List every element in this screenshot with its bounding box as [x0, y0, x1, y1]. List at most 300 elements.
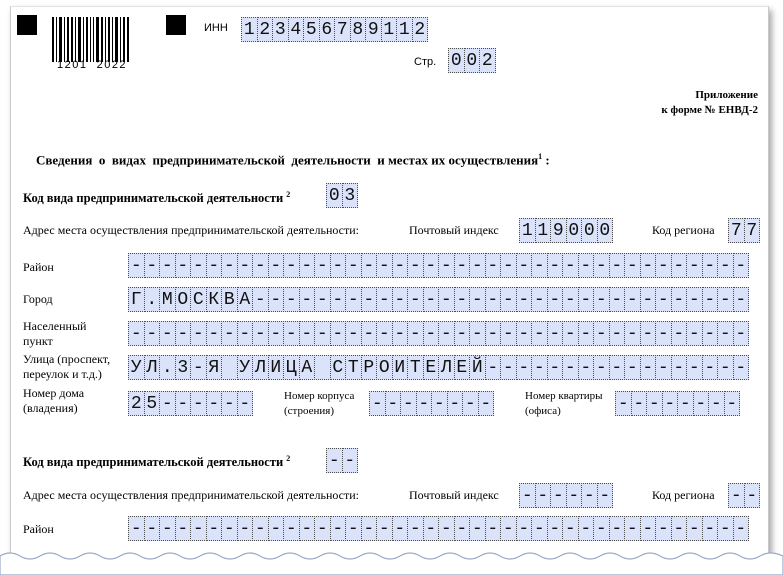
field-cell[interactable]: -	[330, 287, 347, 312]
field-cell[interactable]: А	[299, 355, 316, 380]
field-cell[interactable]: 1	[241, 17, 258, 42]
field-cell[interactable]: -	[485, 355, 502, 380]
postcode-field-1[interactable]	[519, 218, 612, 243]
field-cell[interactable]: .	[159, 355, 176, 380]
field-cell[interactable]: 6	[319, 17, 336, 42]
field-cell[interactable]: -	[562, 516, 579, 541]
field-cell[interactable]: -	[438, 287, 455, 312]
street-label-1: Улица (проспект,	[23, 352, 111, 366]
field-cell[interactable]: 7	[728, 218, 745, 243]
field-cell[interactable]: Г	[128, 287, 145, 312]
field-cell[interactable]: -	[392, 321, 409, 346]
field-cell[interactable]: -	[221, 391, 238, 416]
field-cell[interactable]: -	[438, 516, 455, 541]
field-cell[interactable]: -	[283, 287, 300, 312]
region-field-2[interactable]	[728, 483, 759, 508]
field-cell[interactable]: -	[581, 483, 598, 508]
field-cell[interactable]: -	[314, 516, 331, 541]
house-label-2: (владения)	[23, 401, 78, 415]
field-cell[interactable]: -	[159, 253, 176, 278]
field-cell[interactable]: С	[330, 355, 347, 380]
field-cell[interactable]: 0	[464, 48, 481, 73]
field-cell[interactable]: -	[190, 391, 207, 416]
field-cell[interactable]: -	[717, 516, 734, 541]
field-cell[interactable]: 3	[175, 355, 192, 380]
field-cell[interactable]: 2	[479, 48, 496, 73]
field-cell[interactable]: -	[655, 253, 672, 278]
field-cell[interactable]: Т	[345, 355, 362, 380]
building-number-field[interactable]	[369, 391, 493, 416]
field-cell[interactable]: -	[345, 287, 362, 312]
field-cell[interactable]: Е	[454, 355, 471, 380]
field-cell[interactable]: -	[392, 253, 409, 278]
field-cell[interactable]: -	[190, 321, 207, 346]
field-cell[interactable]: -	[593, 516, 610, 541]
field-cell[interactable]: -	[330, 321, 347, 346]
page-number-field[interactable]	[448, 48, 495, 73]
field-cell[interactable]: -	[640, 253, 657, 278]
field-cell[interactable]: -	[175, 391, 192, 416]
field-cell[interactable]: В	[221, 287, 238, 312]
field-cell[interactable]: -	[593, 321, 610, 346]
field-cell[interactable]: -	[144, 321, 161, 346]
field-cell[interactable]: -	[500, 253, 517, 278]
field-cell[interactable]: -	[702, 253, 719, 278]
field-cell[interactable]: 1	[396, 17, 413, 42]
field-cell[interactable]: -	[562, 287, 579, 312]
field-cell[interactable]: -	[345, 516, 362, 541]
field-cell[interactable]: -	[593, 253, 610, 278]
field-cell[interactable]: -	[454, 321, 471, 346]
field-cell[interactable]: -	[531, 321, 548, 346]
field-cell[interactable]: -	[500, 355, 517, 380]
field-cell[interactable]: -	[423, 516, 440, 541]
field-cell[interactable]: -	[550, 483, 567, 508]
field-cell[interactable]: -	[237, 391, 254, 416]
field-cell[interactable]: -	[268, 516, 285, 541]
postcode-field-2[interactable]	[519, 483, 612, 508]
field-cell[interactable]: -	[631, 391, 648, 416]
field-cell[interactable]: -	[416, 391, 433, 416]
field-cell[interactable]: -	[454, 287, 471, 312]
field-cell[interactable]: -	[717, 355, 734, 380]
field-cell[interactable]: -	[144, 516, 161, 541]
field-cell[interactable]: 9	[550, 218, 567, 243]
field-cell[interactable]: -	[376, 321, 393, 346]
field-cell[interactable]: -	[283, 321, 300, 346]
field-cell[interactable]: -	[175, 321, 192, 346]
field-cell[interactable]: 0	[581, 218, 598, 243]
field-cell[interactable]: -	[733, 287, 750, 312]
field-cell[interactable]: -	[299, 321, 316, 346]
field-cell[interactable]: -	[662, 391, 679, 416]
field-cell[interactable]: -	[593, 355, 610, 380]
barcode-graphic	[52, 17, 131, 62]
address-label-1: Адрес места осуществления предпринимательской деятельности:	[23, 223, 360, 237]
field-cell[interactable]: 1	[381, 17, 398, 42]
field-cell[interactable]: -	[624, 321, 641, 346]
address-label-2: Адрес места осуществления предпринимательской деятельности:	[23, 488, 360, 502]
district-label-2: Район	[23, 522, 54, 536]
field-cell[interactable]: -	[431, 391, 448, 416]
field-cell[interactable]: -	[237, 253, 254, 278]
field-cell[interactable]: -	[407, 516, 424, 541]
field-cell[interactable]: 1	[519, 218, 536, 243]
field-cell[interactable]: -	[640, 516, 657, 541]
field-cell[interactable]: -	[733, 321, 750, 346]
activity-code-field-1[interactable]	[326, 183, 357, 208]
field-cell[interactable]: -	[615, 391, 632, 416]
field-cell[interactable]: 3	[272, 17, 289, 42]
field-cell[interactable]: -	[624, 253, 641, 278]
field-cell[interactable]: О	[376, 355, 393, 380]
field-cell[interactable]: Т	[407, 355, 424, 380]
field-cell[interactable]: Й	[469, 355, 486, 380]
field-cell[interactable]: -	[330, 516, 347, 541]
field-cell[interactable]: -	[392, 287, 409, 312]
field-cell[interactable]: -	[485, 287, 502, 312]
field-cell[interactable]: Л	[144, 355, 161, 380]
field-cell[interactable]: -	[361, 516, 378, 541]
field-cell[interactable]: 0	[566, 218, 583, 243]
field-cell[interactable]: -	[159, 321, 176, 346]
field-cell[interactable]: -	[454, 516, 471, 541]
field-cell[interactable]: -	[702, 321, 719, 346]
field-cell[interactable]: -	[407, 321, 424, 346]
field-cell[interactable]: -	[516, 253, 533, 278]
field-cell[interactable]: 2	[257, 17, 274, 42]
field-cell[interactable]: -	[516, 355, 533, 380]
field-cell[interactable]: 4	[288, 17, 305, 42]
field-cell[interactable]: -	[624, 287, 641, 312]
field-cell[interactable]: 2	[128, 391, 145, 416]
field-cell[interactable]: -	[597, 483, 614, 508]
field-cell[interactable]: -	[516, 321, 533, 346]
field-cell[interactable]: -	[283, 516, 300, 541]
field-cell[interactable]: -	[407, 253, 424, 278]
field-cell[interactable]: -	[206, 516, 223, 541]
field-cell[interactable]: -	[369, 391, 386, 416]
field-cell[interactable]: -	[624, 516, 641, 541]
city-field[interactable]	[128, 287, 748, 312]
field-cell[interactable]: -	[299, 253, 316, 278]
field-cell[interactable]: -	[671, 321, 688, 346]
field-cell[interactable]: -	[717, 287, 734, 312]
field-cell[interactable]: -	[128, 321, 145, 346]
barcode-number: 1201 2022	[57, 59, 128, 71]
field-cell[interactable]: К	[206, 287, 223, 312]
postcode-label-1: Почтовый индекс	[409, 223, 499, 237]
field-cell[interactable]: -	[671, 287, 688, 312]
field-cell[interactable]: -	[578, 516, 595, 541]
field-cell[interactable]	[221, 355, 238, 380]
field-cell[interactable]: -	[624, 355, 641, 380]
field-cell[interactable]: -	[376, 516, 393, 541]
field-cell[interactable]: -	[547, 516, 564, 541]
field-cell[interactable]: -	[516, 516, 533, 541]
building-label-1: Номер корпуса	[284, 390, 355, 402]
field-cell[interactable]: -	[469, 516, 486, 541]
field-cell[interactable]: -	[252, 516, 269, 541]
field-cell[interactable]: -	[252, 253, 269, 278]
house-number-field[interactable]	[128, 391, 252, 416]
field-cell[interactable]: -	[702, 355, 719, 380]
field-cell[interactable]: -	[469, 253, 486, 278]
field-cell[interactable]: -	[478, 391, 495, 416]
field-cell[interactable]: -	[562, 355, 579, 380]
activity-code-label-2	[23, 452, 290, 469]
field-cell[interactable]: -	[330, 253, 347, 278]
field-cell[interactable]: -	[144, 253, 161, 278]
field-cell[interactable]: -	[671, 355, 688, 380]
district-label-1: Район	[23, 260, 54, 274]
field-cell[interactable]: -	[376, 287, 393, 312]
field-cell[interactable]: -	[516, 287, 533, 312]
page-title	[23, 136, 550, 181]
field-cell[interactable]: -	[702, 287, 719, 312]
field-cell[interactable]: -	[221, 253, 238, 278]
field-cell[interactable]: -	[469, 287, 486, 312]
field-cell[interactable]: Е	[423, 355, 440, 380]
field-cell[interactable]: У	[128, 355, 145, 380]
field-cell[interactable]: -	[655, 321, 672, 346]
inn-label: ИНН	[204, 22, 228, 34]
region-field-1[interactable]	[728, 218, 759, 243]
flat-number-field[interactable]	[615, 391, 739, 416]
field-cell[interactable]: -	[671, 516, 688, 541]
field-cell[interactable]: -	[609, 355, 626, 380]
field-cell[interactable]: 9	[365, 17, 382, 42]
field-cell[interactable]: -	[733, 516, 750, 541]
field-cell[interactable]: -	[744, 483, 761, 508]
field-cell[interactable]: -	[190, 253, 207, 278]
field-cell[interactable]: -	[206, 391, 223, 416]
field-cell[interactable]: -	[609, 287, 626, 312]
field-cell[interactable]: -	[693, 391, 710, 416]
field-cell[interactable]: -	[438, 321, 455, 346]
field-cell[interactable]: -	[326, 448, 343, 473]
field-cell[interactable]: -	[724, 391, 741, 416]
field-cell[interactable]: -	[407, 287, 424, 312]
field-cell[interactable]: -	[283, 253, 300, 278]
district-field-1[interactable]	[128, 253, 748, 278]
field-cell[interactable]: -	[640, 321, 657, 346]
field-cell[interactable]: -	[640, 355, 657, 380]
field-cell[interactable]: Л	[438, 355, 455, 380]
locality-field[interactable]	[128, 321, 748, 346]
field-cell[interactable]: -	[268, 287, 285, 312]
district-field-2[interactable]	[128, 516, 748, 541]
field-cell[interactable]: -	[609, 516, 626, 541]
field-cell[interactable]: -	[469, 321, 486, 346]
field-cell[interactable]: -	[531, 287, 548, 312]
field-cell[interactable]: -	[733, 253, 750, 278]
field-cell[interactable]: -	[423, 321, 440, 346]
field-cell[interactable]: -	[128, 253, 145, 278]
field-cell[interactable]: -	[646, 391, 663, 416]
field-cell[interactable]: Р	[361, 355, 378, 380]
title-text: Сведения о видах предпринимательской деятельности и местах их осуществления	[36, 152, 539, 168]
field-cell[interactable]: -	[733, 355, 750, 380]
field-cell[interactable]: -	[708, 391, 725, 416]
field-cell[interactable]: -	[252, 321, 269, 346]
field-cell[interactable]: -	[562, 321, 579, 346]
field-cell[interactable]: -	[190, 355, 207, 380]
field-cell[interactable]: 7	[744, 218, 761, 243]
field-cell[interactable]: -	[686, 253, 703, 278]
field-cell[interactable]: 0	[326, 183, 343, 208]
field-cell[interactable]: -	[485, 516, 502, 541]
field-cell[interactable]: -	[500, 287, 517, 312]
alignment-marker-right	[166, 15, 186, 35]
field-cell[interactable]: -	[237, 516, 254, 541]
field-cell[interactable]: -	[345, 253, 362, 278]
field-cell[interactable]: Ц	[283, 355, 300, 380]
field-cell[interactable]: А	[237, 287, 254, 312]
field-cell[interactable]: -	[376, 253, 393, 278]
field-cell[interactable]: И	[392, 355, 409, 380]
field-cell[interactable]: -	[702, 516, 719, 541]
field-cell[interactable]: -	[128, 516, 145, 541]
field-cell[interactable]: -	[159, 391, 176, 416]
field-cell[interactable]: -	[578, 287, 595, 312]
field-cell[interactable]: -	[686, 355, 703, 380]
field-cell[interactable]: -	[454, 253, 471, 278]
field-cell[interactable]: -	[385, 391, 402, 416]
field-cell[interactable]: -	[206, 321, 223, 346]
field-cell[interactable]: -	[609, 321, 626, 346]
field-cell[interactable]: -	[252, 287, 269, 312]
field-cell[interactable]: -	[531, 516, 548, 541]
field-cell[interactable]: -	[221, 516, 238, 541]
region-label-2: Код региона	[652, 488, 715, 502]
field-cell[interactable]: 3	[342, 183, 359, 208]
field-cell[interactable]: -	[671, 253, 688, 278]
field-cell[interactable]: 0	[448, 48, 465, 73]
field-cell[interactable]: -	[237, 321, 254, 346]
field-cell[interactable]: -	[500, 321, 517, 346]
field-cell[interactable]: -	[342, 448, 359, 473]
torn-edge	[0, 548, 783, 575]
field-cell[interactable]: 2	[412, 17, 429, 42]
field-cell[interactable]: -	[423, 287, 440, 312]
field-cell[interactable]: -	[547, 253, 564, 278]
activity-code-label-text: Код вида предпринимательской деятельности	[23, 455, 284, 470]
field-cell[interactable]: -	[655, 355, 672, 380]
flat-label-1: Номер квартиры	[525, 390, 603, 402]
field-cell[interactable]: -	[609, 253, 626, 278]
field-cell[interactable]: -	[500, 516, 517, 541]
field-cell[interactable]: -	[438, 253, 455, 278]
field-cell[interactable]: У	[237, 355, 254, 380]
field-cell[interactable]: И	[268, 355, 285, 380]
field-cell[interactable]: -	[578, 321, 595, 346]
field-cell[interactable]: 8	[350, 17, 367, 42]
field-cell[interactable]: 0	[597, 218, 614, 243]
field-cell[interactable]: -	[547, 321, 564, 346]
field-cell[interactable]: -	[361, 321, 378, 346]
field-cell[interactable]: -	[519, 483, 536, 508]
field-cell[interactable]: -	[190, 516, 207, 541]
field-cell[interactable]: -	[299, 287, 316, 312]
activity-code-field-2[interactable]	[326, 448, 357, 473]
field-cell[interactable]: -	[400, 391, 417, 416]
field-cell[interactable]: -	[268, 253, 285, 278]
field-cell[interactable]: 5	[303, 17, 320, 42]
activity-code-footnote: 2	[286, 190, 291, 199]
field-cell[interactable]: -	[361, 253, 378, 278]
field-cell[interactable]	[314, 355, 331, 380]
field-cell[interactable]: -	[221, 321, 238, 346]
field-cell[interactable]: -	[578, 355, 595, 380]
field-cell[interactable]: -	[640, 287, 657, 312]
field-cell[interactable]: -	[206, 253, 223, 278]
field-cell[interactable]: -	[728, 483, 745, 508]
field-cell[interactable]: -	[485, 321, 502, 346]
field-cell[interactable]: -	[547, 287, 564, 312]
field-cell[interactable]: -	[566, 483, 583, 508]
field-cell[interactable]: -	[345, 321, 362, 346]
field-cell[interactable]: -	[578, 253, 595, 278]
field-cell[interactable]: -	[535, 483, 552, 508]
field-cell[interactable]: -	[423, 253, 440, 278]
field-cell[interactable]: Я	[206, 355, 223, 380]
field-cell[interactable]: О	[175, 287, 192, 312]
field-cell[interactable]: М	[159, 287, 176, 312]
field-cell[interactable]: -	[299, 516, 316, 541]
field-cell[interactable]: -	[447, 391, 464, 416]
appendix-line-2: к форме № ЕНВД-2	[661, 104, 758, 116]
field-cell[interactable]: -	[361, 287, 378, 312]
field-cell[interactable]: -	[175, 516, 192, 541]
field-cell[interactable]: -	[593, 287, 610, 312]
field-cell[interactable]: 1	[535, 218, 552, 243]
street-field[interactable]	[128, 355, 748, 380]
field-cell[interactable]: -	[314, 253, 331, 278]
field-cell[interactable]: -	[686, 321, 703, 346]
field-cell[interactable]: .	[144, 287, 161, 312]
field-cell[interactable]: Л	[252, 355, 269, 380]
field-cell[interactable]: -	[531, 355, 548, 380]
field-cell[interactable]: С	[190, 287, 207, 312]
activity-code-label-1	[23, 188, 290, 205]
field-cell[interactable]: -	[686, 516, 703, 541]
field-cell[interactable]: 5	[144, 391, 161, 416]
flat-label-2: (офиса)	[525, 405, 561, 417]
field-cell[interactable]: -	[562, 253, 579, 278]
activity-code-footnote: 2	[286, 454, 291, 463]
field-cell[interactable]: -	[655, 287, 672, 312]
field-cell[interactable]: -	[392, 516, 409, 541]
field-cell[interactable]: -	[314, 287, 331, 312]
field-cell[interactable]: -	[268, 321, 285, 346]
inn-field[interactable]	[241, 17, 427, 42]
field-cell[interactable]: -	[655, 516, 672, 541]
field-cell[interactable]: -	[531, 253, 548, 278]
field-cell[interactable]: -	[159, 516, 176, 541]
field-cell[interactable]: -	[677, 391, 694, 416]
field-cell[interactable]: -	[175, 253, 192, 278]
field-cell[interactable]: -	[547, 355, 564, 380]
field-cell[interactable]: -	[686, 287, 703, 312]
field-cell[interactable]: -	[462, 391, 479, 416]
field-cell[interactable]: -	[717, 253, 734, 278]
field-cell[interactable]: -	[485, 253, 502, 278]
field-cell[interactable]: 7	[334, 17, 351, 42]
field-cell[interactable]: -	[314, 321, 331, 346]
field-cell[interactable]: -	[717, 321, 734, 346]
page-label: Стр.	[414, 56, 437, 68]
